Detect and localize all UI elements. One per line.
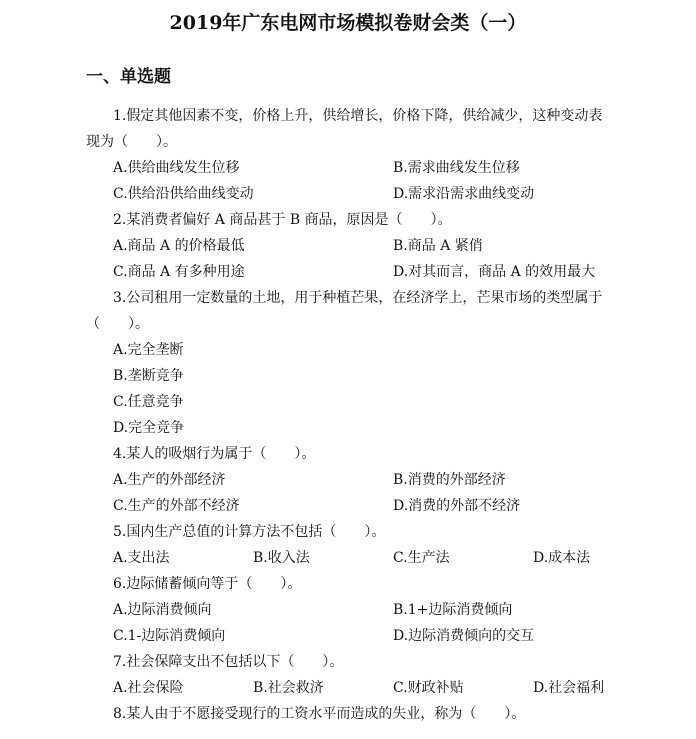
question-6: 6.边际储蓄倾向等于（ ）。: [113, 576, 302, 592]
q1-option-d: D.需求沿需求曲线变动: [393, 186, 535, 202]
q7-option-d: D.社会福利: [533, 680, 605, 696]
question-2: 2.某消费者偏好 A 商品甚于 B 商品，原因是（ ）。: [113, 212, 452, 228]
question-7: 7.社会保障支出不包括以下（ ）。: [113, 654, 344, 670]
q5-option-a: A.支出法: [113, 550, 170, 566]
question-3: 3.公司租用一定数量的土地，用于种植芒果，在经济学上，芒果市场的类型属于: [113, 290, 603, 306]
question-5: 5.国内生产总值的计算方法不包括（ ）。: [113, 524, 386, 540]
q6-option-d: D.边际消费倾向的交互: [393, 628, 535, 644]
question-1: 1.假定其他因素不变，价格上升，供给增长，价格下降，供给减少，这种变动表: [113, 108, 603, 124]
q4-option-c: C.生产的外部不经济: [113, 498, 240, 514]
q1-option-b: B.需求曲线发生位移: [393, 160, 520, 176]
q4-option-b: B.消费的外部经济: [393, 472, 506, 488]
q7-option-c: C.财政补贴: [393, 680, 464, 696]
q3-option-d: D.完全竞争: [113, 420, 185, 436]
q1-option-c: C.供给沿供给曲线变动: [113, 186, 254, 202]
question-3-continued: （ ）。: [86, 316, 149, 332]
q5-option-c: C.生产法: [393, 550, 450, 566]
q2-option-b: B.商品 A 紧俏: [393, 238, 483, 254]
question-4: 4.某人的吸烟行为属于（ ）。: [113, 446, 316, 462]
q6-option-c: C.1-边际消费倾向: [113, 628, 226, 644]
q2-option-c: C.商品 A 有多种用途: [113, 264, 245, 280]
q1-option-a: A.供给曲线发生位移: [113, 160, 240, 176]
q6-option-a: A.边际消费倾向: [113, 602, 212, 618]
q5-option-d: D.成本法: [533, 550, 591, 566]
q6-option-b: B.1+边际消费倾向: [393, 602, 513, 618]
q7-option-a: A.社会保险: [113, 680, 184, 696]
q4-option-d: D.消费的外部不经济: [393, 498, 521, 514]
q2-option-a: A.商品 A 的价格最低: [113, 238, 245, 254]
q3-option-b: B.垄断竞争: [113, 368, 184, 384]
q3-option-a: A.完全垄断: [113, 342, 184, 358]
q5-option-b: B.收入法: [253, 550, 310, 566]
q7-option-b: B.社会救济: [253, 680, 324, 696]
question-8: 8.某人由于不愿接受现行的工资水平而造成的失业，称为（ ）。: [113, 706, 526, 722]
document-title: 2019年广东电网市场模拟卷财会类（一）: [169, 12, 527, 34]
q3-option-c: C.任意竞争: [113, 394, 184, 410]
section-heading: 一、单选题: [86, 67, 171, 87]
q2-option-d: D.对其而言，商品 A 的效用最大: [393, 264, 596, 280]
question-1-continued: 现为（ ）。: [86, 134, 177, 150]
q4-option-a: A.生产的外部经济: [113, 472, 226, 488]
